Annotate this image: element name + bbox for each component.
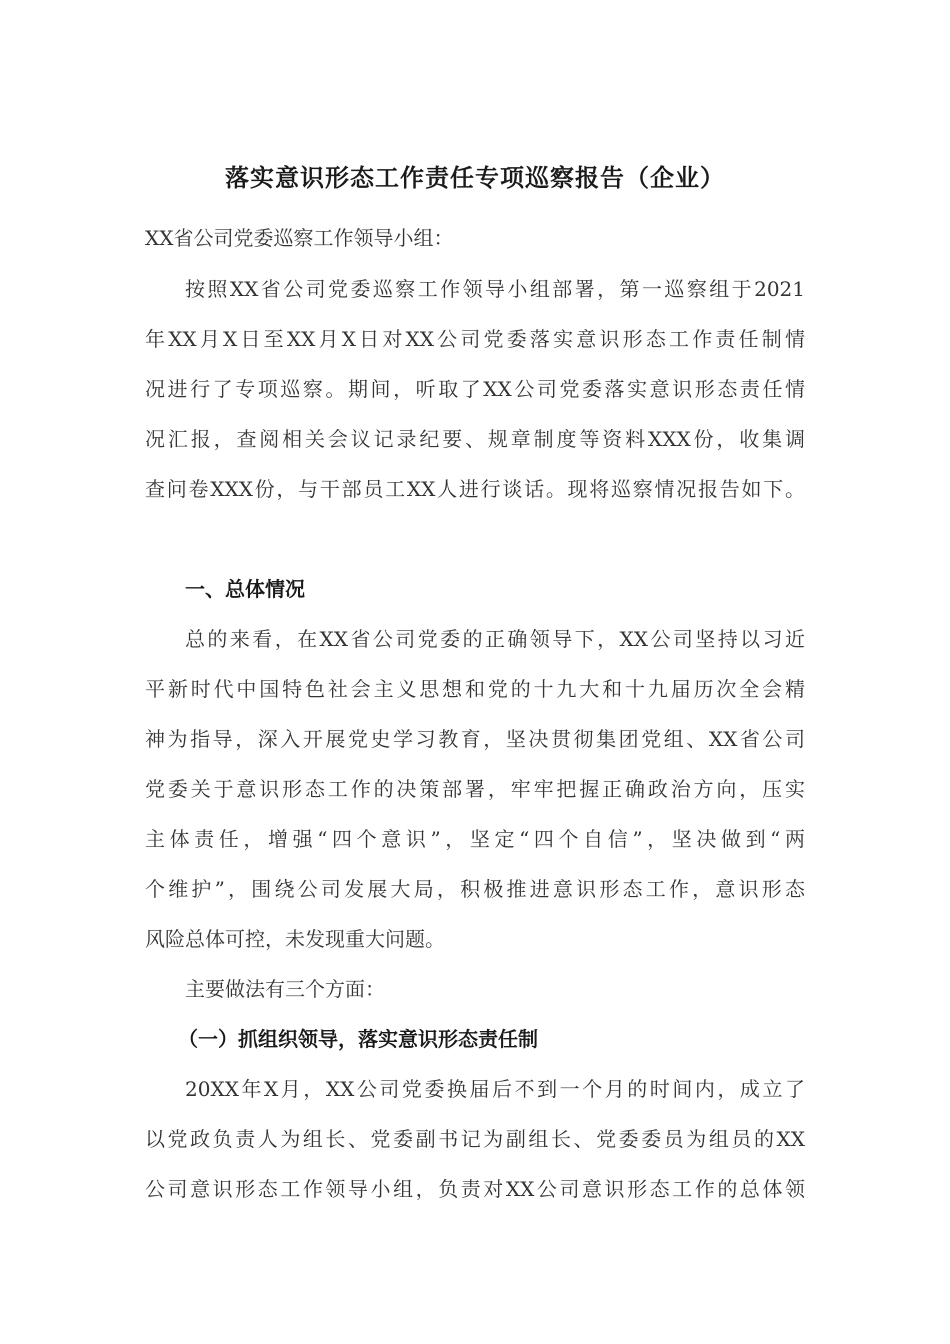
text-line: 况汇报，查阅相关会议记录纪要、规章制度等资料XXX份，收集调 (145, 427, 805, 451)
main-practices-text: 主要做法有三个方面： (185, 977, 385, 1001)
text-line: 查问卷XXX份，与干部员工XX人进行谈话。现将巡察情况报告如下。 (145, 477, 805, 501)
section-heading: 一、总体情况 (185, 577, 305, 601)
salutation: XX省公司党委巡察工作领导小组： (145, 226, 454, 250)
text-line: 党委关于意识形态工作的决策部署，牢牢把握正确政治方向，压实 (145, 777, 805, 801)
text-line: 主体责任，增强“四个意识”，坚定“四个自信”，坚决做到“两 (145, 827, 805, 851)
text-line: 按照XX省公司党委巡察工作领导小组部署，第一巡察组于2021 (185, 277, 805, 301)
text-line: 风险总体可控，未发现重大问题。 (145, 927, 445, 951)
text-line: 总的来看，在XX省公司党委的正确领导下，XX公司坚持以习近 (185, 627, 805, 651)
text-line: 神为指导，深入开展党史学习教育，坚决贯彻集团党组、XX省公司 (145, 727, 805, 751)
text-line: 20XX年X月，XX公司党委换届后不到一个月的时间内，成立了 (185, 1077, 805, 1101)
text-line: 公司意识形态工作领导小组，负责对XX公司意识形态工作的总体领 (145, 1177, 805, 1201)
document-title: 落实意识形态工作责任专项巡察报告（企业） (225, 163, 725, 192)
subsection-heading: （一）抓组织领导，落实意识形态责任制 (178, 1027, 538, 1051)
text-line: 个维护”，围绕公司发展大局，积极推进意识形态工作，意识形态 (145, 877, 805, 901)
text-line: 平新时代中国特色社会主义思想和党的十九大和十九届历次全会精 (145, 677, 805, 701)
text-line: 年XX月X日至XX月X日对XX公司党委落实意识形态工作责任制情 (145, 327, 805, 351)
text-line: 况进行了专项巡察。期间，听取了XX公司党委落实意识形态责任情 (145, 377, 805, 401)
text-line: 以党政负责人为组长、党委副书记为副组长、党委委员为组员的XX (145, 1127, 805, 1151)
